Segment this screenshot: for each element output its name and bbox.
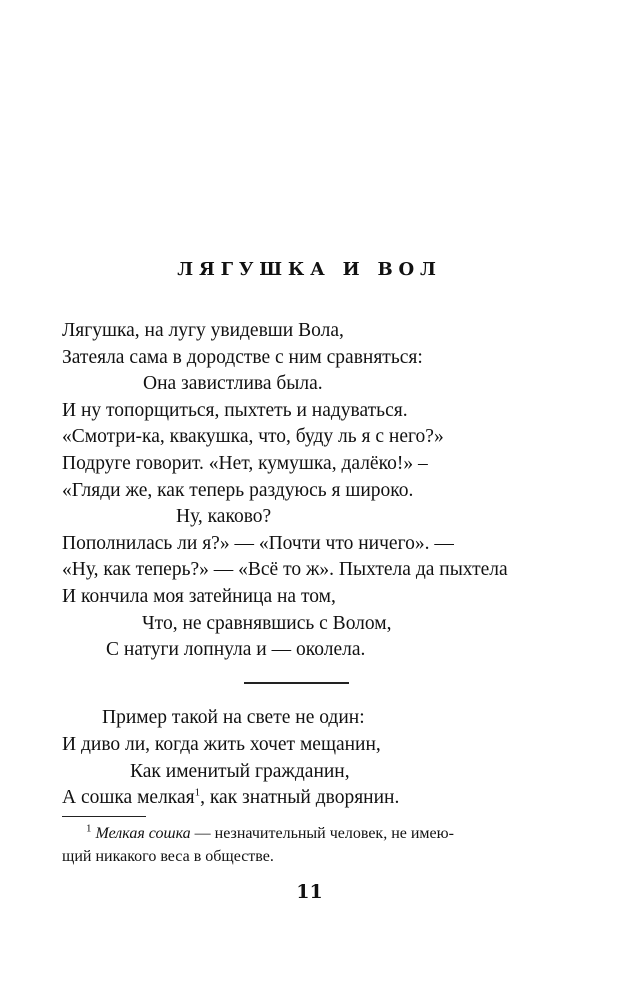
page-number: 11 bbox=[296, 881, 323, 903]
footnote-text: — незначительный человек, не имею- bbox=[190, 825, 454, 842]
verse-line: «Гляди же, как теперь раздуюсь я широко. bbox=[62, 479, 414, 501]
footnote-reference: 1 bbox=[194, 786, 201, 799]
verse-line: Затеяла сама в дородстве с ним сравняться: bbox=[62, 346, 423, 368]
stanza-1 bbox=[62, 318, 582, 664]
verse-line: Она завистлива была. bbox=[143, 373, 323, 395]
footnote-line: щий никакого веса в обществе. bbox=[62, 848, 274, 865]
verse-line: Подруге говорит. «Нет, кумушка, далёко!» – bbox=[62, 452, 428, 474]
verse-text: , как знатный дворянин. bbox=[200, 787, 400, 809]
footnote-line bbox=[62, 822, 562, 845]
verse-line: Что, не сравнявшись с Волом, bbox=[142, 612, 392, 634]
verse-line: И ну топорщиться, пыхтеть и надуваться. bbox=[62, 399, 408, 421]
verse-line: Пополнилась ли я?» — «Почти что ничего». — bbox=[62, 532, 454, 554]
poem-title: ЛЯГУШКА И ВОЛ bbox=[177, 259, 442, 280]
verse-line: Как именитый гражданин, bbox=[130, 760, 350, 782]
verse-line: Пример такой на свете не один: bbox=[102, 707, 365, 728]
verse-line: «Смотри-ка, квакушка, что, буду ль я с него?» bbox=[62, 426, 444, 448]
footnote-rule bbox=[62, 816, 146, 817]
verse-line: Лягушка, на лугу увидевши Вола, bbox=[62, 320, 344, 341]
footnote-marker: 1 bbox=[86, 822, 92, 835]
verse-line: И кончила моя затейница на том, bbox=[62, 585, 336, 607]
verse-line: И диво ли, когда жить хочет мещанин, bbox=[62, 733, 381, 755]
verse-line: «Ну, как теперь?» — «Всё то ж». Пыхтела да пыхтела bbox=[62, 559, 508, 581]
verse-text: А сошка мелкая bbox=[62, 787, 195, 809]
verse-line-last bbox=[62, 785, 582, 812]
verse-line: С натуги лопнула и — околела. bbox=[106, 639, 366, 661]
verse-line: Ну, каково? bbox=[176, 506, 272, 528]
footnote-term: Мелкая сошка bbox=[95, 825, 191, 842]
stanza-2 bbox=[62, 705, 582, 812]
footnote bbox=[62, 822, 562, 868]
section-divider bbox=[244, 682, 349, 684]
